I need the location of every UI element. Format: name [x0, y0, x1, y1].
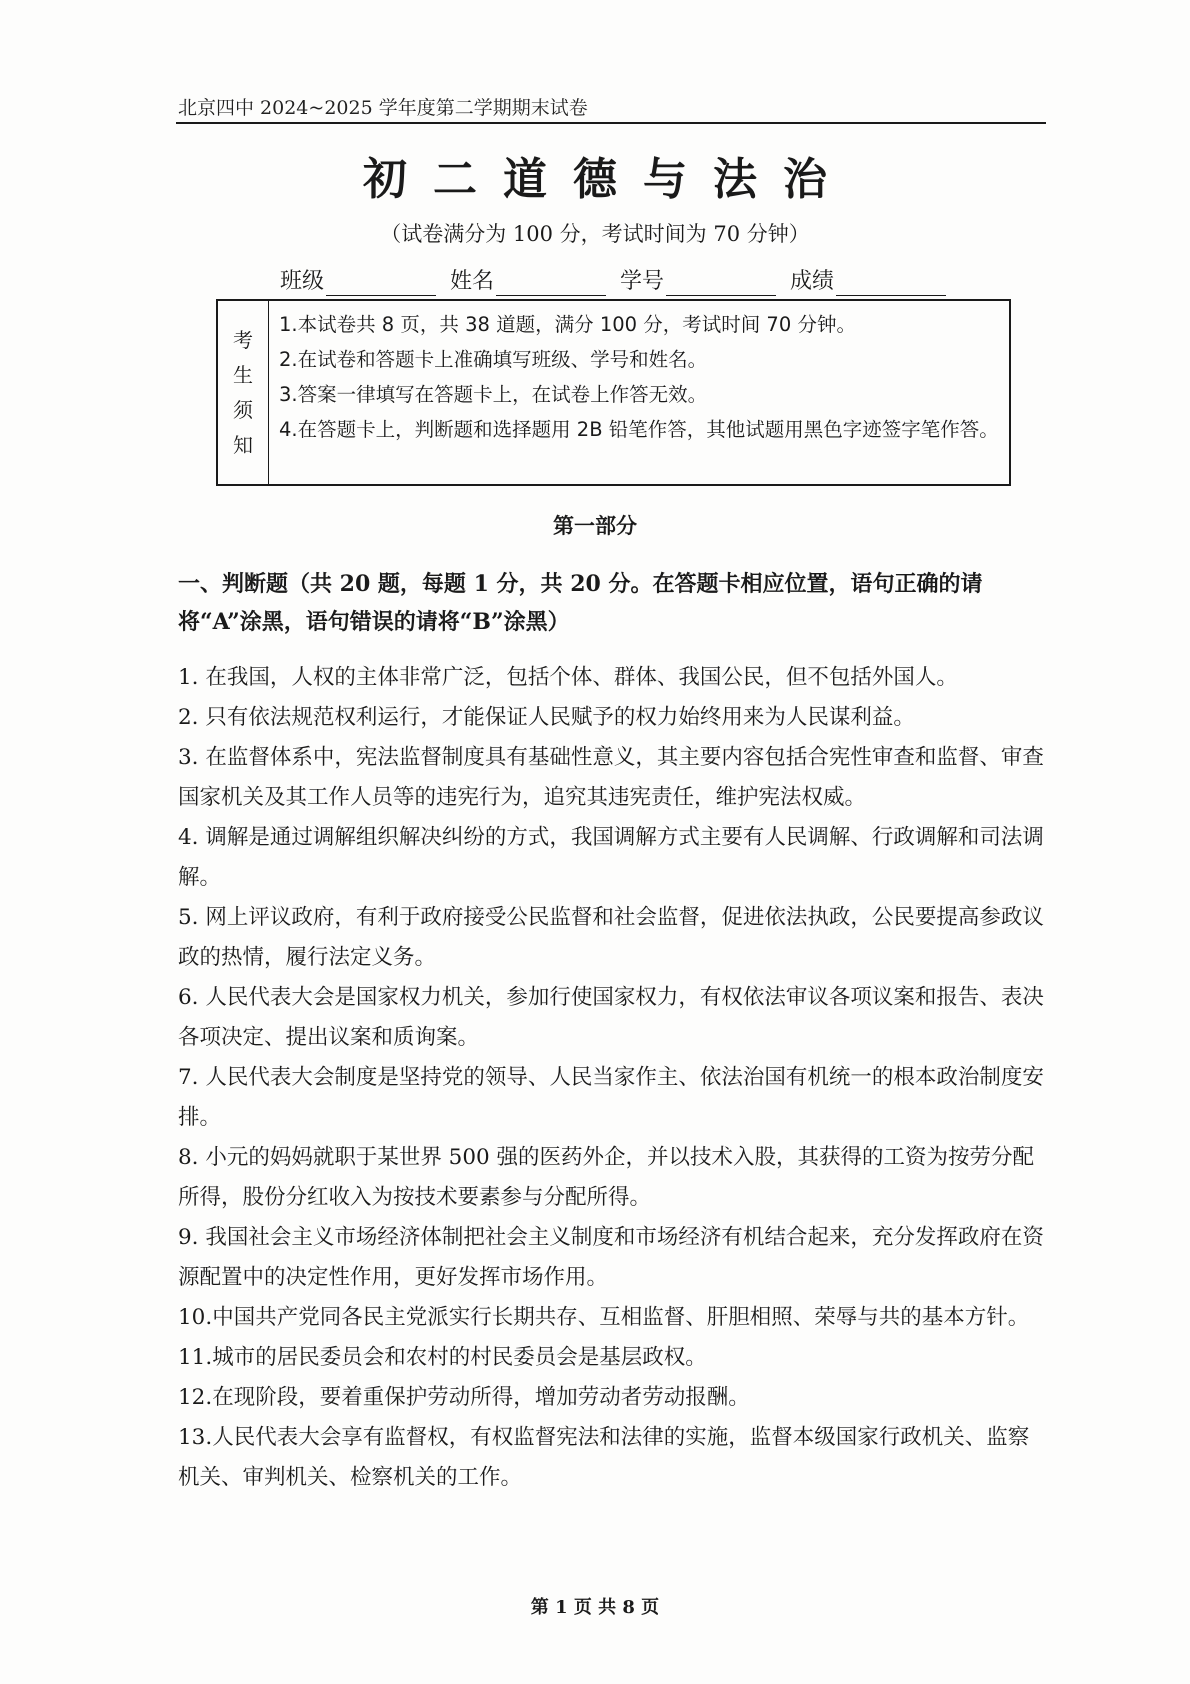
notice-item: 2.在试卷和答题卡上准确填写班级、学号和姓名。: [279, 348, 708, 371]
name-field[interactable]: [450, 266, 606, 296]
notice-list: [269, 301, 1009, 484]
page-subtitle: （试卷满分为 100 分，考试时间为 70 分钟）: [380, 222, 810, 246]
question-item: 1. 在我国，人权的主体非常广泛，包括个体、群体、我国公民，但不包括外国人。: [178, 665, 958, 690]
score-blank[interactable]: [836, 273, 946, 296]
notice-label: [218, 301, 269, 484]
score-label: 成绩: [790, 269, 835, 294]
page-title: 初二道德与法治: [363, 154, 853, 205]
question-item: 6. 人民代表大会是国家权力机关，参加行使国家权力，有权依法审议各项议案和报告、表决各项决定、提出议案和质询案。: [178, 985, 1044, 1050]
question-item: 2. 只有依法规范权利运行，才能保证人民赋予的权力始终用来为人民谋利益。: [178, 705, 915, 730]
header-rule: [176, 122, 1046, 124]
section-heading: 一、判断题（共 20 题，每题 1 分，共 20 分。在答题卡相应位置，语句正确的请将“A”涂黑，语句错误的请将“B”涂黑）: [178, 571, 983, 635]
exam-header: 北京四中 2024~2025 学年度第二学期期末试卷: [178, 97, 588, 119]
name-blank[interactable]: [496, 273, 606, 296]
notice-item: 3.答案一律填写在答题卡上，在试卷上作答无效。: [279, 383, 708, 406]
question-item: 13.人民代表大会享有监督权，有权监督宪法和法律的实施，监督本级国家行政机关、监察机关、审判机关、检察机关的工作。: [178, 1425, 1030, 1490]
question-item: 9. 我国社会主义市场经济体制把社会主义制度和市场经济有机结合起来，充分发挥政府在资源配置中的决定性作用，更好发挥市场作用。: [178, 1225, 1044, 1290]
notice-item: 4.在答题卡上，判断题和选择题用 2B 铅笔作答，其他试题用黑色字迹签字笔作答。: [279, 418, 999, 441]
student-id-label: 学号: [620, 269, 665, 294]
question-item: 3. 在监督体系中，宪法监督制度具有基础性意义，其主要内容包括合宪性审查和监督、审查国家机关及其工作人员等的违宪行为，追究其违宪责任，维护宪法权威。: [178, 745, 1044, 810]
question-item: 5. 网上评议政府，有利于政府接受公民监督和社会监督，促进依法执政，公民要提高参政议政的热情，履行法定义务。: [178, 905, 1044, 970]
name-label: 姓名: [450, 269, 495, 294]
question-item: 8. 小元的妈妈就职于某世界 500 强的医药外企，并以技术入股，其获得的工资为按劳分配所得，股份分红收入为按技术要素参与分配所得。: [178, 1145, 1035, 1210]
question-item: 11.城市的居民委员会和农村的村民委员会是基层政权。: [178, 1345, 707, 1370]
exam-notice-box: [216, 299, 1011, 486]
notice-label-char: 生: [233, 362, 253, 387]
notice-label-char: 考: [233, 327, 253, 352]
part-title: 第一部分: [553, 513, 637, 538]
student-id-field[interactable]: [620, 266, 776, 296]
question-item: 4. 调解是通过调解组织解决纠纷的方式，我国调解方式主要有人民调解、行政调解和司法调解。: [178, 825, 1044, 890]
score-field[interactable]: [790, 266, 946, 296]
page-footer: 第 1 页 共 8 页: [530, 1597, 660, 1618]
class-field[interactable]: [280, 266, 436, 296]
question-item: 7. 人民代表大会制度是坚持党的领导、人民当家作主、依法治国有机统一的根本政治制度安排。: [178, 1065, 1044, 1130]
student-id-blank[interactable]: [666, 273, 776, 296]
notice-label-char: 知: [233, 432, 253, 457]
class-blank[interactable]: [326, 273, 436, 296]
notice-label-char: 须: [233, 397, 253, 422]
notice-item: 1.本试卷共 8 页，共 38 道题，满分 100 分，考试时间 70 分钟。: [279, 313, 856, 336]
student-info-fields: [280, 266, 960, 296]
question-item: 12.在现阶段，要着重保护劳动所得，增加劳动者劳动报酬。: [178, 1385, 750, 1410]
class-label: 班级: [280, 269, 325, 294]
question-item: 10.中国共产党同各民主党派实行长期共存、互相监督、肝胆相照、荣辱与共的基本方针。: [178, 1305, 1030, 1330]
question-list: [178, 658, 1048, 1498]
